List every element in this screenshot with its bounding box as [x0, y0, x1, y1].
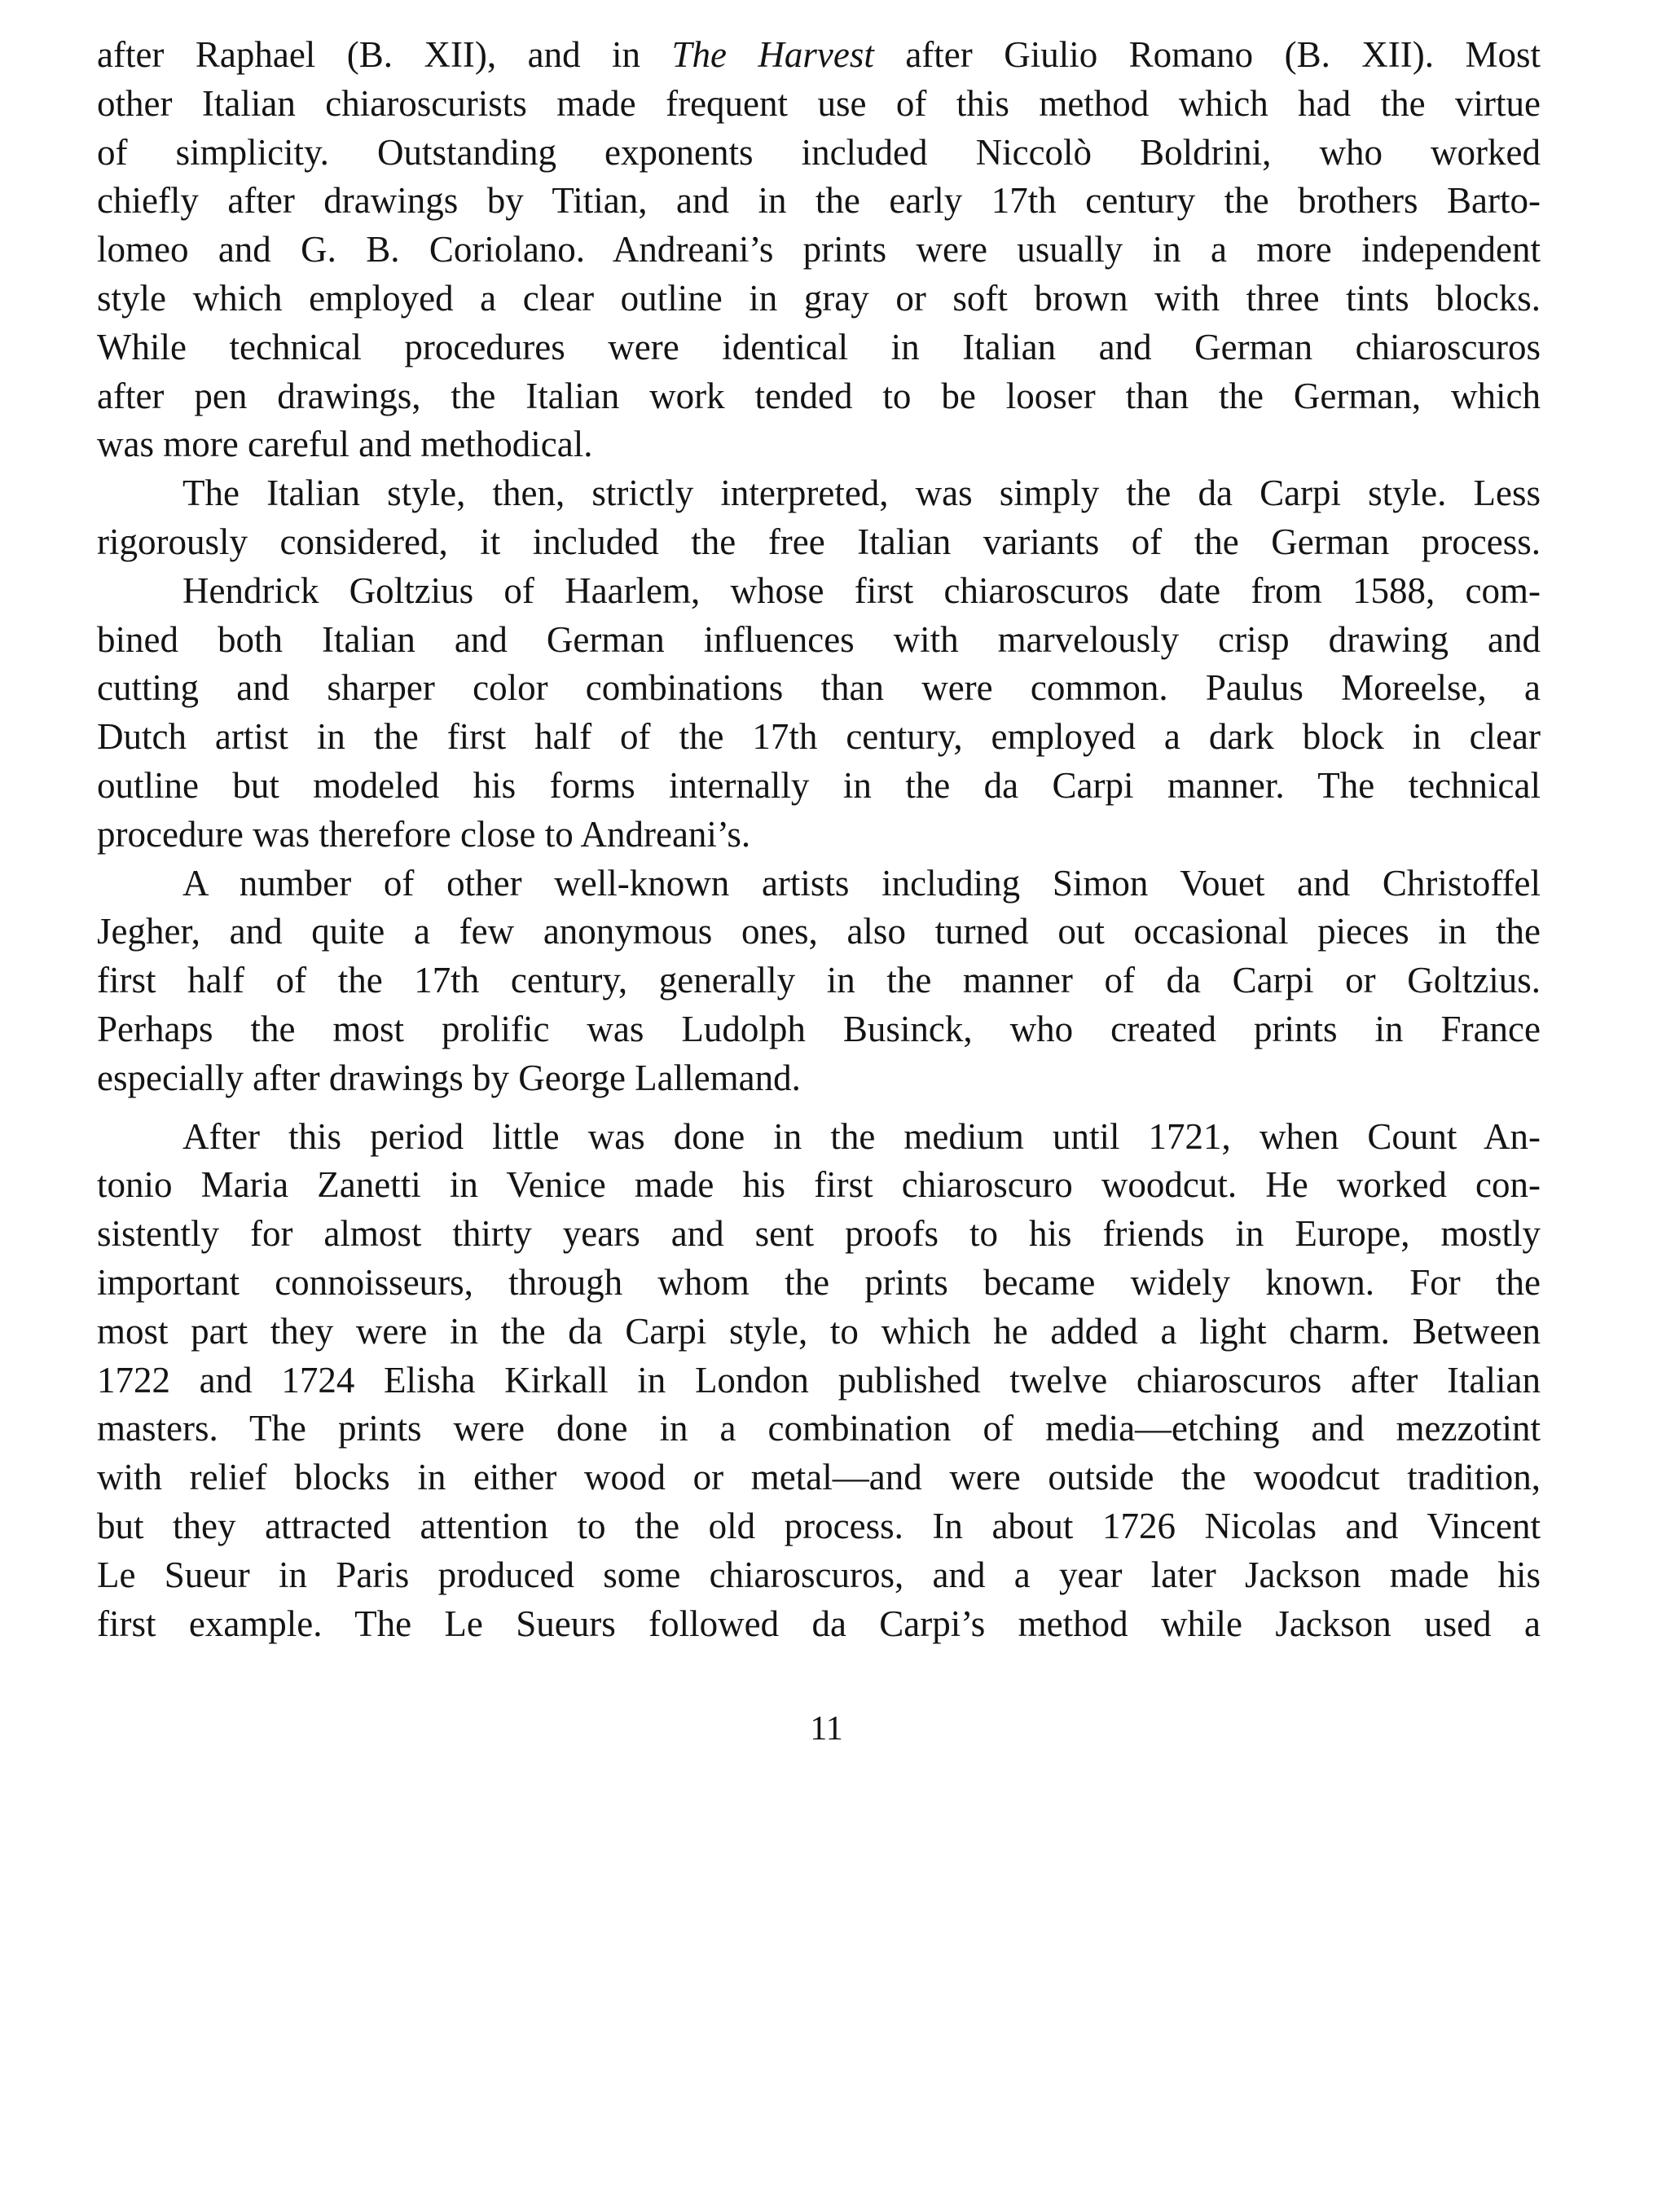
text-line: Le Sueur in Paris produced some chiaroscuros, and a year later Jackson made his	[97, 1554, 1541, 1595]
text-span: after Raphael (B. XII), and in	[97, 34, 672, 75]
text-line: 1722 and 1724 Elisha Kirkall in London published twelve chiaroscuros after Italian	[97, 1359, 1541, 1401]
text-span: after Giulio Romano (B. XII). Most	[873, 34, 1541, 75]
body-text	[97, 31, 1541, 1648]
text-line: first half of the 17th century, generally in the manner of da Carpi or Goltzius.	[97, 960, 1541, 1001]
page-number: 11	[810, 1710, 843, 1748]
text-line: but they attracted attention to the old process. In about 1726 Nicolas and Vincent	[97, 1505, 1541, 1546]
text-line: after pen drawings, the Italian work tended to be looser than the German, which	[97, 375, 1541, 416]
text-line: While technical procedures were identical in Italian and German chiaroscuros	[97, 326, 1541, 367]
paragraph-first-line: The Italian style, then, strictly interpreted, was simply the da Carpi style. Less	[182, 473, 1541, 514]
text-line: chiefly after drawings by Titian, and in the early 17th century the brothers Barto-	[97, 180, 1541, 222]
text-line: style which employed a clear outline in gray or soft brown with three tints blocks.	[97, 277, 1541, 319]
text-line: Perhaps the most prolific was Ludolph Businck, who created prints in France	[97, 1008, 1541, 1049]
paragraph-first-line: After this period little was done in the medium until 1721, when Count An-	[182, 1115, 1541, 1157]
paragraph-first-line: A number of other well-known artists including Simon Vouet and Christoffel	[182, 862, 1541, 904]
text-line: Dutch artist in the first half of the 17th century, employed a dark block in clear	[97, 716, 1541, 758]
text-line: of simplicity. Outstanding exponents included Niccolò Boldrini, who worked	[97, 131, 1541, 173]
text-line: lomeo and G. B. Coriolano. Andreani’s prints were usually in a more independent	[97, 229, 1541, 270]
text-line: especially after drawings by George Lallemand.	[97, 1057, 801, 1098]
text-line: first example. The Le Sueurs followed da Carpi’s method while Jackson used a	[97, 1603, 1541, 1644]
text-line: tonio Maria Zanetti in Venice made his first chiaroscuro woodcut. He worked con-	[97, 1164, 1541, 1206]
text-line: with relief blocks in either wood or metal—and were outside the woodcut tradition,	[97, 1457, 1541, 1498]
text-line: outline but modeled his forms internally in the da Carpi manner. The technical	[97, 764, 1541, 806]
text-line: procedure was therefore close to Andreani’s.	[97, 813, 751, 855]
text-line: Jegher, and quite a few anonymous ones, also turned out occasional pieces in the	[97, 911, 1541, 952]
text-line: sistently for almost thirty years and sent proofs to his friends in Europe, mostly	[97, 1213, 1541, 1255]
text-line: rigorously considered, it included the free Italian variants of the German process.	[97, 521, 1541, 562]
text-line: important connoisseurs, through whom the prints became widely known. For the	[97, 1261, 1541, 1303]
text-line	[97, 31, 1541, 80]
text-line: masters. The prints were done in a combination of media—etching and mezzotint	[97, 1408, 1541, 1449]
italic-title: The Harvest	[671, 34, 874, 75]
paragraph-first-line: Hendrick Goltzius of Haarlem, whose first chiaroscuros date from 1588, com-	[182, 569, 1541, 611]
text-line: most part they were in the da Carpi style, to which he added a light charm. Between	[97, 1310, 1541, 1352]
text-line: was more careful and methodical.	[97, 424, 593, 465]
text-line: cutting and sharper color combinations than were common. Paulus Moreelse, a	[97, 667, 1541, 709]
text-line: bined both Italian and German influences with marvelously crisp drawing and	[97, 618, 1541, 660]
text-line: other Italian chiaroscurists made frequent use of this method which had the virtue	[97, 82, 1541, 124]
